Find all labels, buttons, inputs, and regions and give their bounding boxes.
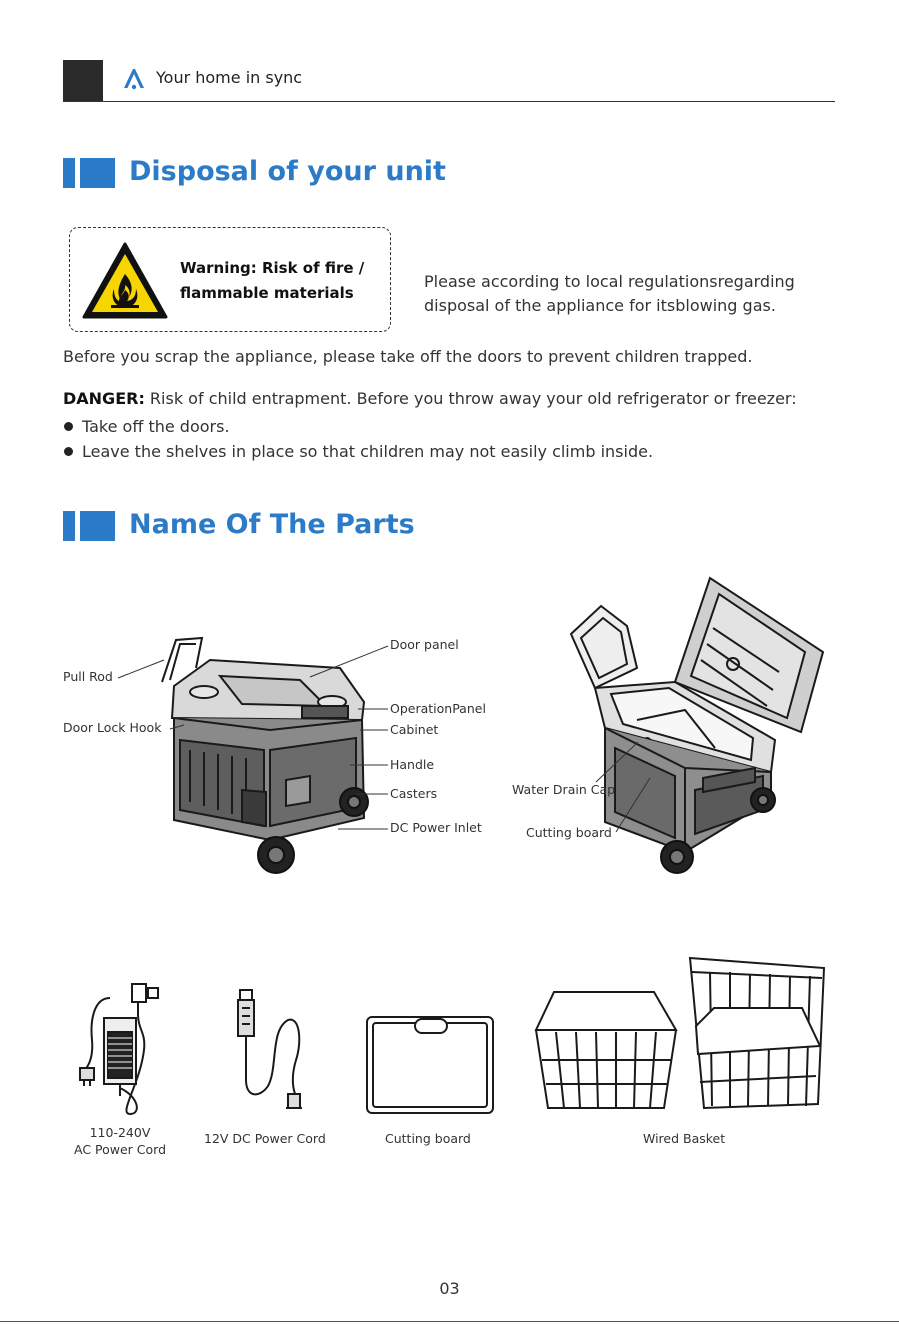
header-block: [63, 60, 103, 101]
ac-power-cord-illustration: [74, 980, 170, 1120]
danger-bullet-list: [63, 414, 653, 464]
warning-text: [180, 256, 385, 306]
section-marker: [63, 158, 115, 188]
ac-cord-line-1: 110-240V: [89, 1125, 151, 1140]
label-operation-panel: OperationPanel: [390, 701, 486, 716]
label-cutting-board: Cutting board: [526, 825, 612, 840]
accessory-dc-power-cord-label: 12V DC Power Cord: [204, 1131, 326, 1146]
label-casters: Casters: [390, 786, 438, 801]
warning-line-2: flammable materials: [180, 284, 354, 302]
footer-divider: [0, 1321, 899, 1322]
ac-cord-line-2: AC Power Cord: [73, 1142, 167, 1157]
label-dc-power-inlet: DC Power Inlet: [390, 820, 482, 835]
accessory-cutting-board-label: Cutting board: [385, 1131, 471, 1146]
brand-a-logo-icon: [121, 66, 147, 92]
parts-title: Name Of The Parts: [129, 509, 415, 540]
list-item: Take off the doors.: [63, 414, 653, 439]
list-item: Leave the shelves in place so that children may not easily climb inside.: [63, 439, 653, 464]
label-door-panel: Door panel: [390, 637, 459, 652]
danger-label: DANGER:: [63, 389, 145, 408]
flammable-warning-icon: [81, 241, 169, 321]
danger-text: Risk of child entrapment. Before you throw away your old refrigerator or freezer:: [144, 389, 797, 408]
scrap-note: Before you scrap the appliance, please take off the doors to prevent children trapped.: [63, 347, 753, 366]
wired-basket-illustration: [532, 950, 828, 1116]
fire-warning-box: [69, 227, 391, 332]
label-door-lock-hook: Door Lock Hook: [63, 720, 162, 735]
label-cabinet: Cabinet: [390, 722, 439, 737]
label-handle: Handle: [390, 757, 435, 772]
cutting-board-illustration: [365, 1015, 495, 1115]
regulation-line-1: Please according to local regulationsregarding: [424, 272, 795, 291]
dc-power-cord-illustration: [232, 980, 306, 1120]
brand-tagline: Your home in sync: [156, 68, 303, 87]
header-divider: [63, 101, 835, 102]
accessory-ac-power-cord-label: [70, 1124, 170, 1158]
label-pull-rod: Pull Rod: [63, 669, 113, 684]
warning-line-1: Warning: Risk of fire /: [180, 259, 365, 277]
regulation-line-2: disposal of the appliance for itsblowing gas.: [424, 296, 776, 315]
label-water-drain-cap: Water Drain Cap: [512, 782, 616, 797]
accessory-wired-basket-label: Wired Basket: [643, 1131, 726, 1146]
regulation-note: [424, 270, 854, 318]
section-marker: [63, 511, 115, 541]
open-cooler-leader-lines: [0, 740, 899, 840]
danger-paragraph: [63, 389, 863, 408]
disposal-title: Disposal of your unit: [129, 156, 446, 187]
page-number: 03: [439, 1279, 460, 1298]
